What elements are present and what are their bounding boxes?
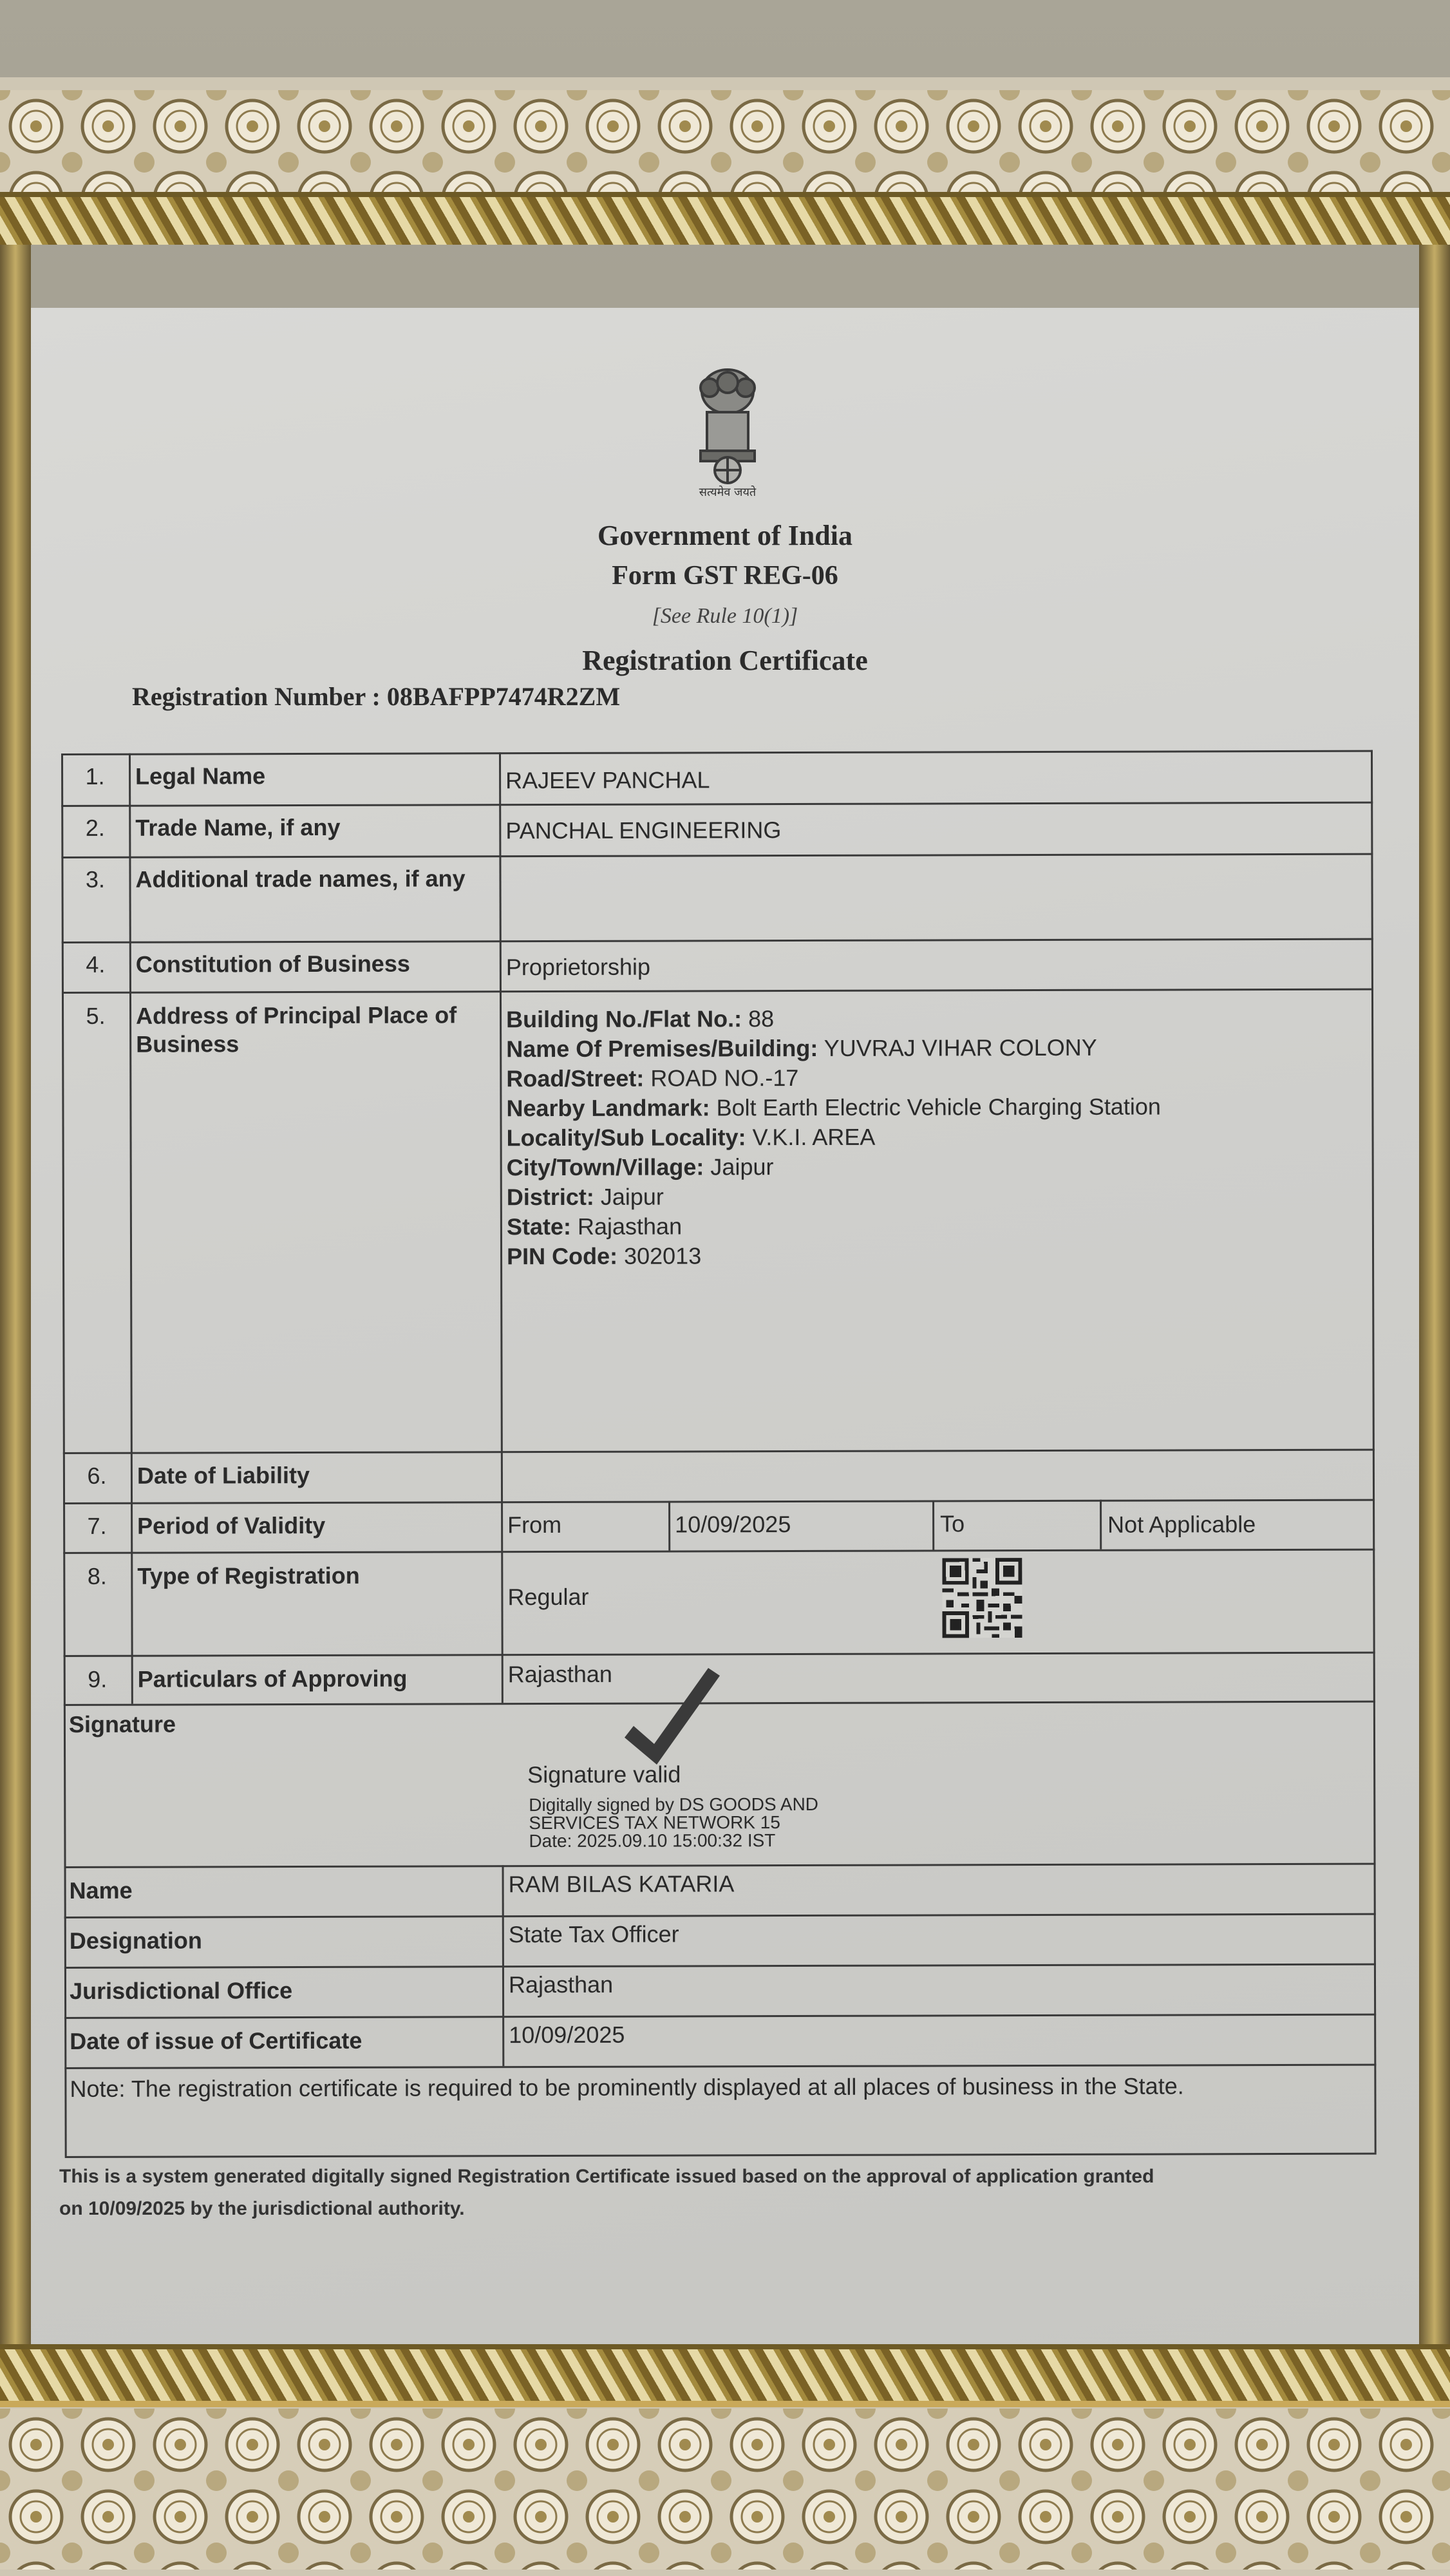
address-line: State: Rajasthan bbox=[506, 1213, 683, 1240]
address-line: City/Town/Village: Jaipur bbox=[506, 1153, 774, 1181]
row-number: 3. bbox=[85, 866, 106, 893]
row-number: 1. bbox=[85, 762, 105, 790]
frame-rosette-pattern bbox=[0, 2409, 1450, 2570]
validity-to-value: Not Applicable bbox=[1107, 1511, 1256, 1538]
row-number: 2. bbox=[85, 814, 105, 841]
address-line: District: Jaipur bbox=[506, 1183, 664, 1211]
frame-right bbox=[1419, 245, 1450, 2344]
officer-name-value: RAM BILAS KATARIA bbox=[508, 1870, 735, 1898]
particulars-of-approving-label: Particulars of Approving bbox=[137, 1665, 408, 1692]
certificate-table bbox=[61, 750, 1377, 2156]
type-of-registration-value: Regular bbox=[507, 1583, 589, 1611]
validity-from-date: 10/09/2025 bbox=[675, 1511, 791, 1538]
frame-rope-bottom bbox=[0, 2344, 1450, 2407]
digital-signature-date: Date: 2025.09.10 15:00:32 IST bbox=[529, 1830, 776, 1852]
certificate-title: Registration Certificate bbox=[582, 645, 868, 676]
address-line: Building No./Flat No.: 88 bbox=[506, 1005, 775, 1033]
row-number: 6. bbox=[87, 1462, 107, 1489]
rule-reference: [See Rule 10(1)] bbox=[652, 604, 798, 628]
legal-name-value: RAJEEV PANCHAL bbox=[505, 766, 710, 794]
signature-valid-text: Signature valid bbox=[527, 1761, 681, 1788]
officer-name-label: Name bbox=[69, 1877, 133, 1904]
address-block bbox=[506, 1003, 1363, 1271]
trade-name-label: Trade Name, if any bbox=[135, 813, 341, 841]
jurisdictional-office-value: Rajasthan bbox=[508, 1971, 614, 1998]
validity-to-label: To bbox=[940, 1510, 965, 1537]
frame-bottom bbox=[0, 2344, 1450, 2576]
legal-name-label: Legal Name bbox=[135, 762, 266, 790]
signature-check-icon bbox=[612, 1662, 728, 1771]
validity-from-label: From bbox=[507, 1511, 562, 1539]
row-number: 5. bbox=[86, 1002, 106, 1029]
additional-trade-names-label: Additional trade names, if any bbox=[135, 865, 466, 893]
particulars-of-approving-value: Rajasthan bbox=[507, 1660, 612, 1688]
display-note: Note: The registration certificate is required to be prominently displayed at all places of business in the State. bbox=[70, 2072, 1184, 2102]
constitution-value: Proprietorship bbox=[505, 953, 651, 981]
row-number: 9. bbox=[88, 1665, 108, 1692]
system-generated-footer: This is a system generated digitally signed Registration Certificate issued based on the approval of application granted on 10/09/2025 by the jurisdictional authority. bbox=[59, 2166, 1154, 2219]
address-line: PIN Code: 302013 bbox=[506, 1242, 702, 1270]
constitution-label: Constitution of Business bbox=[135, 950, 410, 978]
date-of-liability-label: Date of Liability bbox=[137, 1461, 310, 1489]
period-of-validity-label: Period of Validity bbox=[137, 1511, 326, 1539]
form-heading: Form GST REG-06 bbox=[612, 561, 838, 591]
address-line: Name Of Premises/Building: YUVRAJ VIHAR COLONY bbox=[506, 1034, 1097, 1063]
frame-rope-top bbox=[0, 192, 1450, 245]
designation-label: Designation bbox=[69, 1927, 202, 1954]
date-of-issue-label: Date of issue of Certificate bbox=[70, 2027, 362, 2054]
emblem-motto: सत्यमेव जयते bbox=[699, 486, 757, 499]
address-line: Nearby Landmark: Bolt Earth Electric Vehicle Charging Station bbox=[506, 1093, 1161, 1122]
government-heading: Government of India bbox=[598, 520, 852, 551]
registration-number: Registration Number : 08BAFPP7474R2ZM bbox=[132, 682, 621, 711]
designation-value: State Tax Officer bbox=[508, 1920, 679, 1948]
address-line: Road/Street: ROAD NO.-17 bbox=[506, 1065, 799, 1092]
digital-signature-line: SERVICES TAX NETWORK 15 bbox=[529, 1812, 780, 1833]
address-label: Address of Principal Place of Business bbox=[136, 1001, 457, 1057]
qr-code-icon bbox=[942, 1558, 1022, 1638]
trade-name-value: PANCHAL ENGINEERING bbox=[505, 817, 782, 844]
digital-signature-line: Digitally signed by DS GOODS AND bbox=[529, 1794, 819, 1815]
national-emblem-icon bbox=[683, 361, 773, 489]
row-number: 8. bbox=[87, 1562, 107, 1589]
frame-left bbox=[0, 245, 31, 2344]
frame-top bbox=[0, 77, 1450, 245]
date-of-issue-value: 10/09/2025 bbox=[509, 2021, 625, 2049]
signature-label: Signature bbox=[68, 1710, 176, 1738]
row-number: 4. bbox=[86, 951, 106, 978]
type-of-registration-label: Type of Registration bbox=[137, 1562, 360, 1589]
address-line: Locality/Sub Locality: V.K.I. AREA bbox=[506, 1123, 876, 1151]
jurisdictional-office-label: Jurisdictional Office bbox=[69, 1977, 293, 2004]
row-number: 7. bbox=[87, 1512, 107, 1539]
